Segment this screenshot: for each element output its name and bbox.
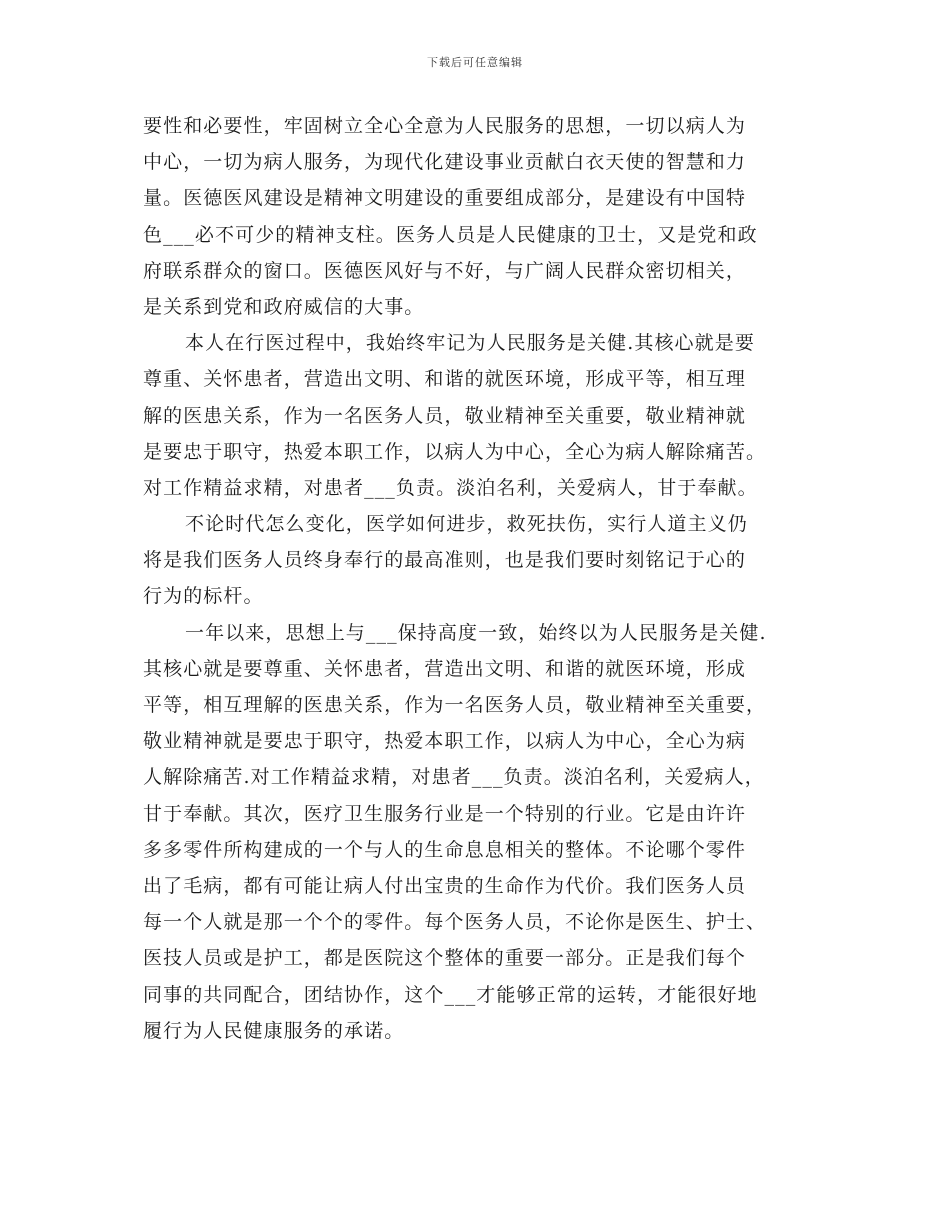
text-line: 医技人员或是护工，都是医院这个整体的重要一部分。正是我们每个 bbox=[143, 947, 747, 970]
text-line: 是关系到党和政府威信的大事。 bbox=[143, 295, 425, 318]
text-line: 色___必不可少的精神支柱。医务人员是人民健康的卫士，又是党和政 bbox=[143, 223, 758, 246]
text-line: 量。医德医风建设是精神文明建设的重要组成部分，是建设有中国特 bbox=[143, 187, 747, 210]
text-line: 每一个人就是那一个个的零件。每个医务人员，不论你是医生、护士、 bbox=[143, 911, 767, 934]
text-line: 对工作精益求精，对患者___负责。淡泊名利，关爱病人，甘于奉献。 bbox=[143, 476, 758, 499]
text-line: 解的医患关系，作为一名医务人员，敬业精神至关重要，敬业精神就 bbox=[143, 404, 747, 427]
text-line: 平等，相互理解的医患关系，作为一名医务人员，敬业精神至关重要， bbox=[143, 694, 767, 716]
text-line: 府联系群众的窗口。医德医风好与不好，与广阔人民群众密切相关， bbox=[143, 259, 747, 282]
text-line: 行为的标杆。 bbox=[143, 585, 264, 608]
text-line: 中心，一切为病人服务，为现代化建设事业贡献白衣天使的智慧和力 bbox=[143, 151, 747, 174]
text-line: 是要忠于职守，热爱本职工作，以病人为中心，全心为病人解除痛苦。 bbox=[143, 440, 767, 463]
document-body bbox=[143, 108, 823, 1049]
text-line: 要性和必要性，牢固树立全心全意为人民服务的思想，一切以病人为 bbox=[143, 115, 747, 137]
text-line: 甘于奉献。其次，医疗卫生服务行业是一个特别的行业。它是由许许 bbox=[143, 802, 747, 825]
paragraph-first-line: 不论时代怎么变化，医学如何进步，救死扶伤，实行人道主义仍 bbox=[185, 513, 748, 536]
text-line: 其核心就是要尊重、关怀患者，营造出文明、和谐的就医环境，形成 bbox=[143, 657, 747, 680]
text-line: 将是我们医务人员终身奉行的最高准则，也是我们要时刻铭记于心的 bbox=[143, 549, 747, 572]
text-line: 出了毛病，都有可能让病人付出宝贵的生命作为代价。我们医务人员 bbox=[143, 874, 747, 897]
paragraph-first-line: 本人在行医过程中，我始终牢记为人民服务是关健.其核心就是要 bbox=[185, 332, 755, 355]
page-header: 下载后可任意编辑 bbox=[427, 56, 523, 69]
text-line: 履行为人民健康服务的承诺。 bbox=[143, 1019, 405, 1042]
text-line: 敬业精神就是要忠于职守，热爱本职工作，以病人为中心，全心为病 bbox=[143, 730, 747, 753]
text-line: 人解除痛苦.对工作精益求精，对患者___负责。淡泊名利，关爱病人， bbox=[143, 766, 765, 789]
paragraph-first-line: 一年以来，思想上与___保持高度一致，始终以为人民服务是关健. bbox=[185, 621, 767, 644]
text-line: 尊重、关怀患者，营造出文明、和谐的就医环境，形成平等，相互理 bbox=[143, 368, 747, 391]
text-line: 多多零件所构建成的一个与人的生命息息相关的整体。不论哪个零件 bbox=[143, 838, 747, 861]
text-line: 同事的共同配合，团结协作，这个___才能够正常的运转，才能很好地 bbox=[143, 983, 758, 1006]
